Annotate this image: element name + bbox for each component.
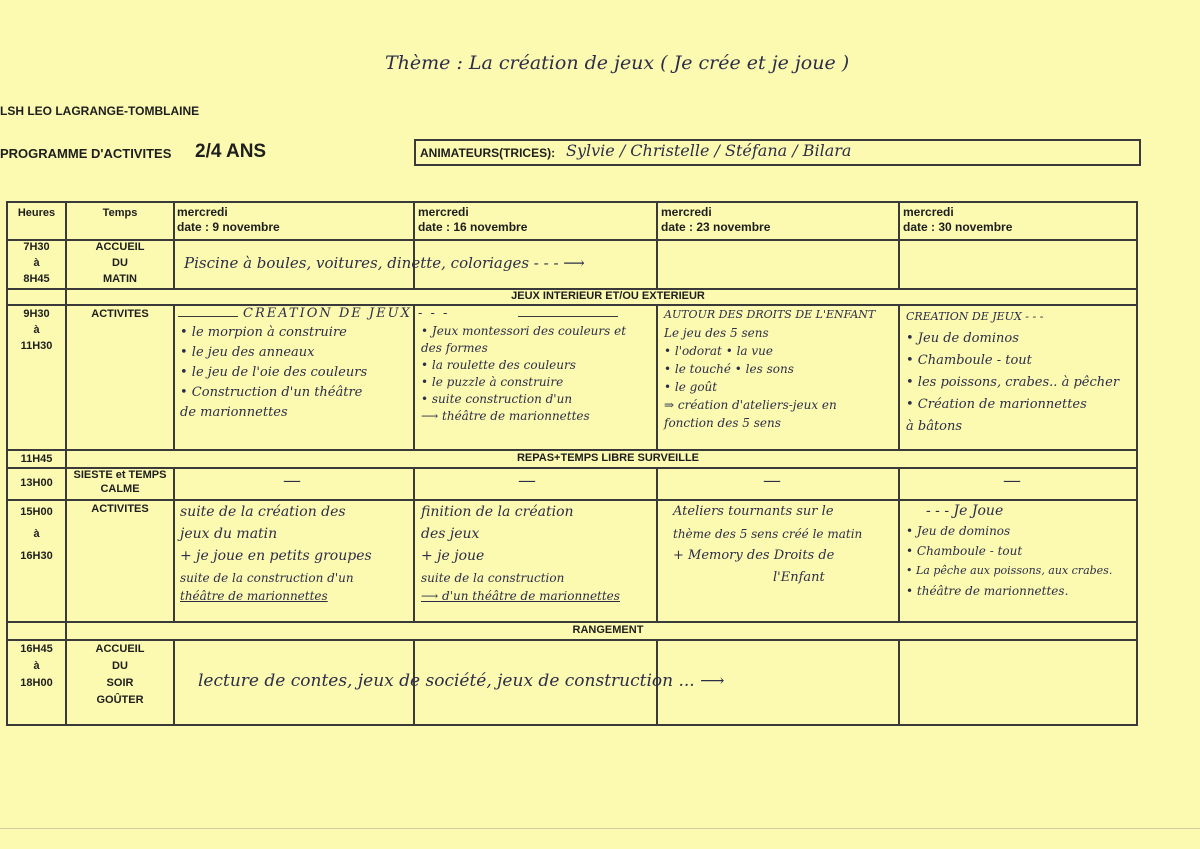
schedule-table xyxy=(6,201,1138,726)
creation-jeux-span: CREATION DE JEUX - - - xyxy=(243,306,450,321)
sieste-mark-3: — xyxy=(763,470,781,491)
band-repas: REPAS+TEMPS LIBRE SURVEILLE xyxy=(516,452,700,464)
row-divider xyxy=(8,449,1138,451)
span-arrow-line xyxy=(518,316,618,317)
day-header-2: mercredi date : 16 novembre xyxy=(418,205,528,234)
row-divider xyxy=(8,621,1138,623)
band-rangement: RANGEMENT xyxy=(572,624,644,636)
band-jeux-interieur: JEUX INTERIEUR ET/OU EXTERIEUR xyxy=(511,290,705,302)
header-heures: Heures xyxy=(17,207,56,219)
col-divider xyxy=(173,467,175,621)
col-divider xyxy=(898,304,900,449)
accueil-soir-note: lecture de contes, jeux de société, jeux de construction ... ⟶ xyxy=(198,671,725,691)
bottom-rule xyxy=(0,828,1200,829)
col-divider xyxy=(173,203,175,288)
header-temps: Temps xyxy=(102,207,138,219)
sieste-mark-4: — xyxy=(1003,470,1021,491)
activites-matin-col1: • le morpion à construire • le jeu des anneaux • le jeu de l'oie des couleurs • Construction d'un théâtre de marionnettes xyxy=(180,325,368,420)
theme-title: Thème : La création de jeux ( Je crée et je joue ) xyxy=(385,52,850,74)
col-divider xyxy=(656,467,658,621)
sieste-mark-2: — xyxy=(518,470,536,491)
row-divider xyxy=(8,467,1138,469)
temps-accueil-matin: ACCUEIL DU MATIN xyxy=(95,241,145,285)
col-divider xyxy=(898,203,900,288)
animateurs-names: Sylvie / Christelle / Stéfana / Bilara xyxy=(566,141,852,160)
col-divider xyxy=(413,304,415,449)
col-divider xyxy=(656,203,658,288)
activites-aprem-col4: - - - Je Joue • Jeu de dominos • Chamboule - tout • La pêche aux poissons, aux crabes. • théâtre de marionnettes. xyxy=(906,503,1113,598)
temps-activites-matin: ACTIVITES xyxy=(91,308,149,320)
col-divider xyxy=(173,639,175,724)
programme-label: PROGRAMME D'ACTIVITES xyxy=(0,146,172,161)
heures-activites-aprem: 15H00 à 16H30 xyxy=(20,506,53,562)
temps-activites-aprem: ACTIVITES xyxy=(91,503,149,515)
temps-accueil-soir: ACCUEIL DU SOIR GOÛTER xyxy=(95,643,145,706)
activites-matin-col3: AUTOUR DES DROITS DE L'ENFANT Le jeu des 5 sens • l'odorat • la vue • le touché • les sons • le goût ⇒ création d'ateliers-jeux en fonction des 5 sens xyxy=(664,308,876,430)
col-divider xyxy=(898,467,900,621)
heures-sieste: 13H00 xyxy=(20,477,53,489)
col-divider xyxy=(656,304,658,449)
heures-repas: 11H45 xyxy=(20,453,53,465)
animateurs-label: ANIMATEURS(TRICES): xyxy=(420,146,556,160)
row-divider xyxy=(8,639,1138,641)
day-header-4: mercredi date : 30 novembre xyxy=(903,205,1013,234)
activites-aprem-col1: suite de la création des jeux du matin + je joue en petits groupes suite de la construction d'un théâtre de marionnettes xyxy=(180,504,372,603)
activites-matin-col2: • Jeux montessori des couleurs et des formes • la roulette des couleurs • le puzzle à construire • suite construction d'un ⟶ théâtre de marionnettes xyxy=(421,324,627,423)
day-header-3: mercredi date : 23 novembre xyxy=(661,205,771,234)
centre-name: LSH LEO LAGRANGE-TOMBLAINE xyxy=(0,104,200,118)
activites-matin-col4: CREATION DE JEUX - - - • Jeu de dominos • Chamboule - tout • les poissons, crabes.. à pêcher • Création de marionnettes à bâtons xyxy=(906,310,1120,434)
col-divider xyxy=(173,304,175,449)
col-divider xyxy=(413,467,415,621)
sieste-mark-1: — xyxy=(283,470,301,491)
accueil-matin-note: Piscine à boules, voitures, dinette, coloriages - - - ⟶ xyxy=(184,254,585,272)
activites-aprem-col2: finition de la création des jeux + je joue suite de la construction ⟶ d'un théâtre de marionnettes xyxy=(421,504,620,603)
programme-age: 2/4 ANS xyxy=(195,141,267,162)
span-arrow-line xyxy=(178,316,238,317)
col-divider xyxy=(413,203,415,288)
heures-activites-matin: 9H30 à 11H30 xyxy=(20,308,53,352)
row-divider xyxy=(8,239,1138,241)
heures-accueil-soir: 16H45 à 18H00 xyxy=(20,643,53,689)
temps-sieste: SIESTE et TEMPS CALME xyxy=(73,469,167,495)
col-divider xyxy=(898,639,900,724)
heures-accueil-matin: 7H30 à 8H45 xyxy=(23,241,50,285)
day-header-1: mercredi date : 9 novembre xyxy=(177,205,280,234)
activites-aprem-col3: Ateliers tournants sur le thème des 5 sens créé le matin + Memory des Droits de l'Enfant xyxy=(673,504,863,585)
